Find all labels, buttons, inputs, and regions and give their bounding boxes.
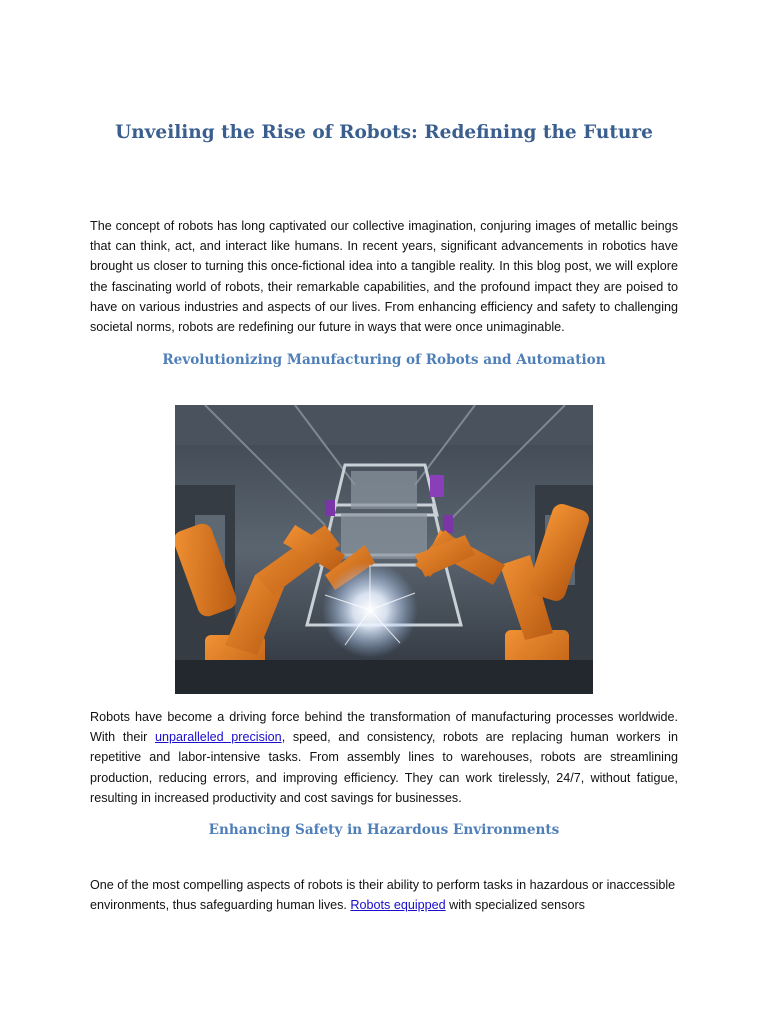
manufacturing-paragraph	[90, 707, 678, 808]
safety-text-end: with specialized sensors	[445, 898, 585, 913]
factory-robot-arms-photo-icon	[175, 405, 593, 694]
manufacturing-text-end: , speed, and consistency, robots are replacing human workers in repetitive and labor-intensive tasks. From assembly lines to warehouses, robots are streamlining production, reducing errors, and improving efficiency. They can work tirelessly, 24/7, without fatigue, resulting in increased productivity and cost savings for businesses.	[90, 730, 678, 805]
robot-assembly-line-image	[175, 405, 593, 694]
robots-equipped-link[interactable]: Robots equipped	[350, 898, 446, 913]
section-heading-safety: Enhancing Safety in Hazardous Environments	[208, 822, 560, 838]
safety-text-start: One of the most compelling aspects of robots is their ability to perform tasks in hazardous or inaccessible environments, thus safeguarding human lives.	[90, 878, 676, 913]
intro-paragraph: The concept of robots has long captivated our collective imagination, conjuring images of metallic beings that can think, act, and interact like humans. In recent years, significant advancements in robotics have brought us closer to turning this once-fictional idea into a tangible reality. In this blog post, we will explore the fascinating world of robots, their remarkable capabilities, and the profound impact they are poised to have on various industries and aspects of our lives. From enhancing efficiency and safety to challenging societal norms, robots are redefining our future in ways that were once unimaginable.	[90, 219, 678, 335]
safety-paragraph	[90, 875, 678, 915]
page-title: Unveiling the Rise of Robots: Redefining the Future	[115, 122, 653, 143]
manufacturing-text-start: Robots have become a driving force behind the transformation of manufacturing processes worldwide. With their	[90, 710, 678, 745]
section-heading-manufacturing: Revolutionizing Manufacturing of Robots and Automation	[162, 352, 606, 368]
unparalleled-precision-link[interactable]: unparalleled precision	[155, 730, 282, 745]
